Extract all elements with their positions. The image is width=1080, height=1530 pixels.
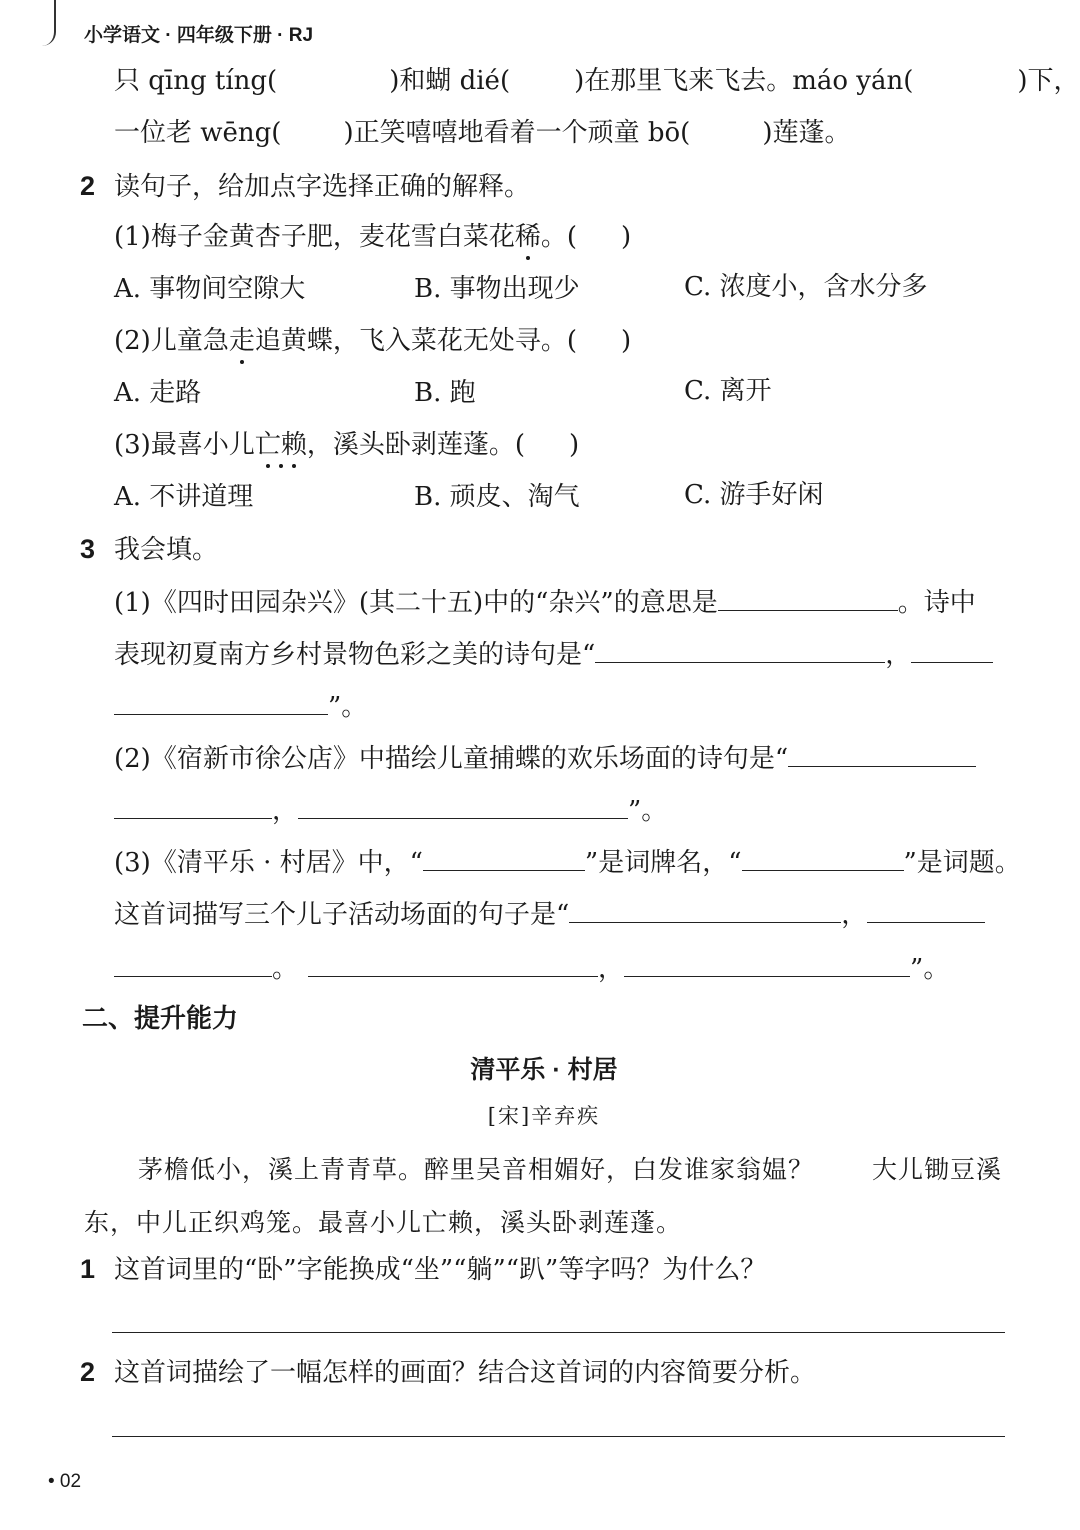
option-a[interactable]: A. 走路 — [114, 378, 202, 408]
q3-s3-line3 — [114, 950, 949, 984]
fill-blank[interactable] — [114, 950, 272, 977]
stem-text: ”是词题。 — [903, 848, 1021, 878]
dotted-chars — [255, 430, 307, 460]
stem-text: 。( — [540, 222, 578, 252]
pinyin-text: )下， — [1017, 66, 1080, 96]
q3-s2-line2 — [114, 792, 667, 826]
stem-text: ”。 — [628, 796, 668, 826]
question-prompt: 我会填。 — [114, 535, 219, 565]
pinyin-text: )在那里飞来飞去。máo yán( — [574, 66, 914, 96]
dotted-char: 赖 — [280, 430, 307, 460]
question-number: 1 — [80, 1254, 96, 1284]
fill-blank[interactable] — [423, 844, 585, 871]
pinyin-text: )和蝴 dié( — [389, 66, 511, 96]
option-b[interactable]: B. 顽皮、淘气 — [414, 482, 580, 512]
pinyin-text: 一位老 wēng( — [114, 118, 282, 148]
q3-s3-line2 — [114, 896, 985, 930]
q3-s1-line3 — [114, 688, 367, 722]
dotted-char: 稀 — [514, 222, 541, 252]
stem-text: ) — [621, 222, 632, 252]
fill-blank[interactable] — [569, 896, 841, 923]
option-c[interactable]: C. 浓度小，含水分多 — [684, 272, 928, 302]
q3-s2-line1 — [114, 740, 976, 774]
stem-text: ”是词牌名，“ — [584, 848, 742, 878]
stem-text: ， — [841, 900, 868, 930]
answer-line[interactable] — [112, 1436, 1005, 1437]
stem-text: ”。 — [910, 954, 950, 984]
q3-s1-line2 — [114, 636, 993, 670]
page-number: • 02 — [48, 1471, 82, 1492]
fill-blank[interactable] — [718, 584, 898, 611]
stem-text: (1)梅子金黄杏子肥，麦花雪白菜花 — [114, 222, 515, 252]
page-header-title: 小学语文 · 四年级下册 · RJ — [84, 25, 314, 46]
q3-s3-line1 — [114, 844, 1021, 878]
fill-blank[interactable] — [298, 792, 628, 819]
fill-blank[interactable] — [595, 636, 885, 663]
option-a[interactable]: A. 事物间空隙大 — [114, 274, 306, 304]
poem-line-2: 东，中儿正织鸡笼。最喜小儿亡赖，溪头卧剥莲蓬。 — [84, 1208, 683, 1237]
stem-text: 。 — [272, 954, 299, 984]
stem-text: ，溪头卧剥莲蓬。( — [306, 430, 526, 460]
pinyin-text: 只 qīng tíng( — [114, 66, 278, 96]
stem-text: ， — [598, 954, 625, 984]
q3-s1-line1 — [114, 584, 976, 618]
option-b[interactable]: B. 事物出现少 — [414, 274, 580, 304]
question-number: 2 — [80, 1357, 96, 1387]
poem-author: [宋]辛弃疾 — [487, 1104, 601, 1128]
pinyin-text: )正笑嘻嘻地看着一个顽童 bō( — [343, 118, 691, 148]
stem-text: ， — [272, 796, 299, 826]
question-number: 2 — [80, 171, 96, 201]
stem-text: ) — [621, 326, 632, 356]
fill-blank[interactable] — [114, 792, 272, 819]
option-c[interactable]: C. 游手好闲 — [684, 480, 824, 510]
pinyin-line-1 — [114, 66, 1080, 96]
q2-item-3-stem — [114, 430, 579, 460]
question-prompt: 这首词描绘了一幅怎样的画面？结合这首词的内容简要分析。 — [114, 1358, 817, 1388]
stem-text: ) — [569, 430, 580, 460]
poem-title: 清平乐 · 村居 — [470, 1056, 618, 1084]
stem-text: 。诗中 — [897, 588, 976, 618]
stem-text: (2)《宿新市徐公店》中描绘儿童捕蝶的欢乐场面的诗句是“ — [114, 744, 789, 774]
stem-text: ”。 — [328, 692, 368, 722]
dotted-char: 走 — [228, 326, 255, 356]
fill-blank[interactable] — [911, 636, 993, 663]
fill-blank[interactable] — [624, 950, 910, 977]
stem-text: 追黄蝶，飞入菜花无处寻。( — [254, 326, 578, 356]
question-prompt: 读句子，给加点字选择正确的解释。 — [114, 172, 531, 202]
stem-text: (1)《四时田园杂兴》(其二十五)中的“杂兴”的意思是 — [114, 588, 718, 618]
poem-line-1a: 茅檐低小，溪上青青草。醉里吴音相媚好，白发谁家翁媪？ — [138, 1155, 815, 1184]
pinyin-line-2 — [114, 118, 850, 148]
q2-item-1-stem — [114, 222, 631, 252]
fill-blank[interactable] — [867, 896, 985, 923]
stem-text: (3)最喜小儿 — [114, 430, 255, 460]
stem-text: (2)儿童急 — [114, 326, 229, 356]
fill-blank[interactable] — [742, 844, 904, 871]
fill-blank[interactable] — [114, 688, 328, 715]
pinyin-text: )莲蓬。 — [762, 118, 851, 148]
option-b[interactable]: B. 跑 — [414, 378, 476, 408]
stem-text: 表现初夏南方乡村景物色彩之美的诗句是“ — [114, 640, 596, 670]
stem-text: (3)《清平乐 · 村居》中，“ — [114, 848, 423, 878]
answer-line[interactable] — [112, 1332, 1005, 1333]
question-prompt: 这首词里的“卧”字能换成“坐”“躺”“趴”等字吗？为什么？ — [114, 1255, 767, 1285]
question-number: 3 — [80, 534, 96, 564]
option-a[interactable]: A. 不讲道理 — [114, 482, 254, 512]
option-c[interactable]: C. 离开 — [684, 376, 772, 406]
stem-text: ， — [885, 640, 912, 670]
poem-line-1b: 大儿锄豆溪 — [872, 1155, 1003, 1184]
q2-item-2-stem — [114, 326, 631, 356]
dotted-char: 亡 — [254, 430, 281, 460]
fill-blank[interactable] — [788, 740, 976, 767]
section-heading: 二、提升能力 — [82, 1003, 239, 1033]
header-corner-mark — [40, 0, 56, 46]
stem-text: 这首词描写三个儿子活动场面的句子是“ — [114, 900, 570, 930]
fill-blank[interactable] — [308, 950, 598, 977]
